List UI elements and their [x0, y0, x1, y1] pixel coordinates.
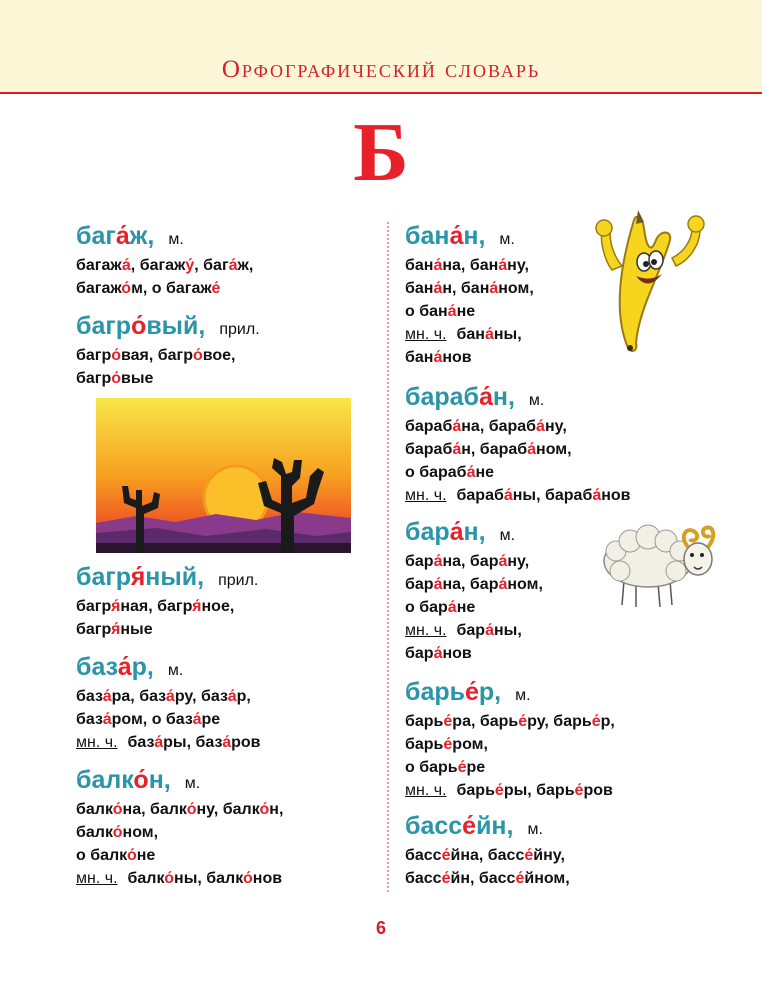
stressed-letter: а́ — [484, 326, 494, 343]
word-fragment: бар — [405, 518, 450, 546]
word-fragment: о барь — [405, 759, 458, 776]
word-fragment: багр — [76, 598, 112, 615]
grammar-label: прил. — [218, 572, 259, 589]
word-fragment: бан — [405, 257, 434, 274]
entry-headword — [76, 312, 260, 344]
form-line — [76, 867, 283, 890]
form-line — [76, 708, 260, 731]
stressed-letter: е́ — [524, 847, 534, 864]
word-fragment: вая, багр — [121, 347, 193, 364]
dictionary-entry — [405, 518, 543, 665]
stressed-letter: а́ — [489, 280, 499, 297]
word-fragment: ж, — [237, 257, 254, 274]
form-line — [405, 438, 631, 461]
word-fragment: н, — [269, 801, 284, 818]
word-fragment: на, бараб — [461, 418, 537, 435]
stressed-letter: а́ — [592, 487, 602, 504]
form-line — [405, 756, 615, 779]
form-line — [76, 844, 283, 867]
stressed-letter: о́ — [111, 370, 121, 387]
word-fragment: ну, балк — [196, 801, 260, 818]
word-fragment: бан — [405, 349, 434, 366]
form-line — [405, 550, 543, 573]
plural-label: мн. ч. — [76, 734, 118, 751]
word-fragment: нов — [442, 645, 472, 662]
stressed-letter: а́ — [228, 257, 238, 274]
entry-headword — [76, 653, 260, 685]
stressed-letter: а́ — [192, 711, 202, 728]
header-divider — [0, 92, 762, 94]
plural-label: мн. ч. — [405, 326, 447, 343]
word-fragment: бан — [405, 222, 450, 250]
grammar-label: м. — [184, 775, 201, 792]
word-fragment: ры, барь — [503, 782, 575, 799]
stressed-letter: е́ — [462, 812, 477, 840]
stressed-letter: о́ — [131, 312, 147, 340]
word-fragment: ре — [201, 711, 221, 728]
word-fragment: ру, барь — [527, 713, 592, 730]
form-line — [405, 642, 543, 665]
form-line — [405, 867, 570, 890]
word-fragment: ном, — [536, 441, 572, 458]
word-fragment: йн, — [476, 812, 514, 840]
grammar-label: м. — [167, 662, 184, 679]
stressed-letter: я́ — [130, 563, 146, 591]
word-fragment: йну, — [533, 847, 565, 864]
stressed-letter: а́ — [452, 418, 462, 435]
plural-label: мн. ч. — [405, 487, 447, 504]
word-fragment: не — [456, 303, 476, 320]
entry-headword — [76, 222, 253, 254]
stressed-letter: е́ — [211, 280, 221, 297]
form-line — [405, 415, 631, 438]
word-fragment: ру, баз — [174, 688, 228, 705]
smiling-banana-illustration — [592, 200, 712, 356]
word-fragment: вый, — [146, 312, 206, 340]
word-fragment: барь — [405, 713, 444, 730]
word-fragment: бар — [405, 576, 434, 593]
entry-forms — [405, 254, 534, 369]
stressed-letter: о́ — [192, 347, 203, 364]
word-fragment: балк — [76, 801, 113, 818]
entry-headword — [405, 678, 615, 710]
form-line — [405, 844, 570, 867]
stressed-letter: а́ — [433, 645, 443, 662]
stressed-letter: а́ — [536, 418, 545, 435]
word-fragment: ров — [231, 734, 261, 751]
form-line — [76, 821, 283, 844]
dictionary-entry — [405, 222, 534, 369]
word-fragment: н, — [148, 766, 171, 794]
entry-forms — [405, 844, 570, 890]
entry-forms — [76, 685, 260, 754]
stressed-letter: е́ — [441, 847, 451, 864]
word-fragment: барь — [456, 782, 495, 799]
plural-label: мн. ч. — [405, 622, 447, 639]
word-fragment: ном, — [498, 280, 534, 297]
word-fragment: не — [475, 464, 495, 481]
word-fragment: ны, — [493, 326, 522, 343]
stressed-letter: а́ — [433, 553, 443, 570]
word-fragment: баг — [76, 222, 116, 250]
form-line — [405, 277, 534, 300]
form-line — [405, 300, 534, 323]
grammar-label: м. — [499, 231, 515, 248]
cactus-sunset-illustration — [96, 398, 351, 553]
word-fragment: багр — [76, 621, 112, 638]
page-header — [0, 0, 762, 92]
word-fragment: балк — [76, 824, 113, 841]
entry-headword — [405, 383, 631, 415]
word-fragment: нов — [252, 870, 283, 887]
word-fragment: багр — [76, 312, 132, 340]
stressed-letter: а́ — [165, 688, 175, 705]
stressed-letter: о́ — [121, 280, 132, 297]
word-fragment: балк — [76, 766, 134, 794]
word-fragment: баз — [76, 653, 118, 681]
column-divider — [387, 222, 389, 892]
word-fragment: ром, — [452, 736, 488, 753]
stressed-letter: о́ — [112, 824, 123, 841]
word-fragment: бан — [405, 280, 434, 297]
word-fragment: ном, — [122, 824, 159, 841]
form-line — [76, 731, 260, 754]
word-fragment: багр — [76, 370, 112, 387]
word-fragment: р, — [131, 653, 154, 681]
word-fragment: нов — [442, 349, 472, 366]
stressed-letter: а́ — [222, 734, 232, 751]
stressed-letter: а́ — [449, 518, 464, 546]
word-fragment: р, — [236, 688, 251, 705]
stressed-letter: е́ — [515, 870, 525, 887]
stressed-letter: е́ — [457, 759, 467, 776]
stressed-letter: а́ — [449, 222, 464, 250]
word-fragment: ном, — [507, 576, 543, 593]
stressed-letter: е́ — [494, 782, 504, 799]
stressed-letter: а́ — [452, 441, 462, 458]
word-fragment: ное, — [201, 598, 235, 615]
word-fragment: барь — [405, 736, 444, 753]
word-fragment: о бан — [405, 303, 448, 320]
stressed-letter: а́ — [102, 711, 112, 728]
stressed-letter: е́ — [443, 736, 453, 753]
stressed-letter: е́ — [574, 782, 584, 799]
word-fragment: ная, багр — [120, 598, 193, 615]
form-line — [76, 618, 258, 641]
form-line — [405, 710, 615, 733]
word-fragment: на, балк — [122, 801, 187, 818]
ram-illustration — [596, 515, 726, 610]
word-fragment: бан — [456, 326, 485, 343]
entry-headword — [405, 222, 534, 254]
word-fragment: о балк — [76, 847, 127, 864]
stressed-letter: а́ — [447, 599, 457, 616]
form-line — [405, 461, 631, 484]
stressed-letter: а́ — [478, 383, 493, 411]
word-fragment: на, бар — [442, 576, 499, 593]
form-line — [405, 596, 543, 619]
word-fragment: балк — [127, 870, 165, 887]
stressed-letter: а́ — [527, 441, 537, 458]
stressed-letter: я́ — [192, 598, 202, 615]
grammar-label: м. — [528, 392, 545, 409]
stressed-letter: о́ — [133, 766, 149, 794]
stressed-letter: а́ — [115, 222, 130, 250]
word-fragment: баз — [127, 734, 155, 751]
word-fragment: ров — [583, 782, 613, 799]
word-fragment: бараб — [405, 383, 479, 411]
word-fragment: на, бар — [442, 553, 499, 570]
word-fragment: , багаж — [130, 257, 186, 274]
word-fragment: ре — [466, 759, 486, 776]
stressed-letter: о́ — [243, 870, 253, 887]
form-line — [76, 367, 260, 390]
word-fragment: багаж — [76, 257, 122, 274]
dictionary-entry — [405, 678, 615, 802]
entry-forms — [76, 344, 260, 390]
form-line — [405, 779, 615, 802]
stressed-letter: е́ — [465, 678, 479, 706]
stressed-letter: е́ — [591, 713, 601, 730]
word-fragment: , баг — [194, 257, 229, 274]
word-fragment: баз — [76, 711, 103, 728]
dictionary-entry — [76, 312, 260, 390]
grammar-label: м. — [527, 821, 543, 838]
word-fragment: бараб — [456, 487, 504, 504]
stressed-letter: а́ — [485, 622, 494, 639]
word-fragment: ны, бараб — [512, 487, 593, 504]
dictionary-entry — [405, 812, 570, 890]
stressed-letter: я́ — [111, 598, 121, 615]
stressed-letter: а́ — [466, 464, 476, 481]
plural-label: мн. ч. — [76, 870, 118, 887]
stressed-letter: а́ — [433, 280, 443, 297]
word-fragment: йном, — [524, 870, 570, 887]
section-letter: Б — [353, 106, 409, 199]
word-fragment: не — [456, 599, 476, 616]
stressed-letter: а́ — [447, 303, 457, 320]
stressed-letter: а́ — [121, 257, 131, 274]
stressed-letter: у́ — [185, 257, 195, 274]
stressed-letter: о́ — [112, 801, 123, 818]
form-line — [405, 619, 543, 642]
dictionary-entry — [405, 383, 631, 507]
stressed-letter: е́ — [441, 870, 451, 887]
stressed-letter: о́ — [111, 347, 121, 364]
form-line — [76, 277, 253, 300]
form-line — [405, 733, 615, 756]
word-fragment: м, о багаж — [131, 280, 212, 297]
word-fragment: н, бан — [442, 280, 490, 297]
stressed-letter: о́ — [259, 801, 270, 818]
form-line — [405, 323, 534, 346]
form-line — [76, 344, 260, 367]
entry-forms — [405, 550, 543, 665]
stressed-letter: а́ — [117, 653, 132, 681]
word-fragment: ну, — [507, 553, 530, 570]
word-fragment: не — [136, 847, 156, 864]
word-fragment: ны, балк — [174, 870, 244, 887]
word-fragment: барь — [405, 678, 465, 706]
word-fragment: н, — [463, 222, 486, 250]
dictionary-entry — [76, 563, 258, 641]
word-fragment: багр — [76, 563, 131, 591]
form-line — [76, 685, 260, 708]
word-fragment: ные — [120, 621, 153, 638]
form-line — [405, 254, 534, 277]
stressed-letter: а́ — [227, 688, 237, 705]
entry-headword — [76, 766, 283, 798]
grammar-label: м. — [168, 231, 184, 248]
word-fragment: вое, — [202, 347, 236, 364]
word-fragment: н, — [492, 383, 515, 411]
entry-forms — [405, 415, 631, 507]
form-line — [405, 484, 631, 507]
word-fragment: бараб — [405, 418, 453, 435]
form-line — [76, 254, 253, 277]
header-title: Орфографический словарь — [221, 56, 541, 83]
word-fragment: ж, — [129, 222, 155, 250]
stressed-letter: о́ — [186, 801, 197, 818]
word-fragment: о бараб — [405, 464, 467, 481]
word-fragment: нов — [601, 487, 631, 504]
grammar-label: м. — [515, 687, 531, 704]
entry-headword — [405, 812, 570, 844]
stressed-letter: а́ — [498, 576, 508, 593]
stressed-letter: а́ — [503, 487, 513, 504]
word-fragment: н, бараб — [461, 441, 528, 458]
entry-headword — [76, 563, 258, 595]
word-fragment: ны, — [493, 622, 522, 639]
word-fragment: ра, баз — [111, 688, 166, 705]
word-fragment: на, бан — [442, 257, 499, 274]
form-line — [405, 573, 543, 596]
word-fragment: ну, — [544, 418, 567, 435]
form-line — [405, 346, 534, 369]
stressed-letter: а́ — [433, 349, 443, 366]
stressed-letter: а́ — [498, 553, 508, 570]
grammar-label: м. — [499, 527, 516, 544]
word-fragment: бар — [405, 645, 434, 662]
entry-forms — [405, 710, 615, 802]
word-fragment: о бар — [405, 599, 448, 616]
word-fragment: ну, — [507, 257, 529, 274]
stressed-letter: о́ — [164, 870, 175, 887]
word-fragment: бар — [405, 553, 434, 570]
dictionary-entry — [76, 222, 253, 300]
stressed-letter: а́ — [102, 688, 112, 705]
word-fragment: багр — [76, 347, 112, 364]
dictionary-entry — [76, 653, 260, 754]
form-line — [76, 595, 258, 618]
plural-label: мн. ч. — [405, 782, 447, 799]
word-fragment: басс — [405, 812, 463, 840]
word-fragment: ры, баз — [163, 734, 223, 751]
word-fragment: басс — [405, 870, 442, 887]
stressed-letter: а́ — [498, 257, 508, 274]
stressed-letter: е́ — [443, 713, 453, 730]
stressed-letter: я́ — [111, 621, 121, 638]
stressed-letter: а́ — [433, 257, 443, 274]
entry-forms — [76, 595, 258, 641]
entry-forms — [76, 798, 283, 890]
page-number: 6 — [375, 918, 386, 938]
word-fragment: йн, басс — [450, 870, 516, 887]
stressed-letter: е́ — [518, 713, 528, 730]
word-fragment: бараб — [405, 441, 453, 458]
word-fragment: бар — [456, 622, 486, 639]
word-fragment: баз — [76, 688, 103, 705]
word-fragment: йна, басс — [450, 847, 525, 864]
word-fragment: вые — [121, 370, 154, 387]
dictionary-entry — [76, 766, 283, 890]
stressed-letter: о́ — [126, 847, 137, 864]
entry-forms — [76, 254, 253, 300]
entry-headword — [405, 518, 543, 550]
word-fragment: н, — [463, 518, 486, 546]
grammar-label: прил. — [219, 321, 260, 338]
word-fragment: ром, о баз — [111, 711, 193, 728]
form-line — [76, 798, 283, 821]
word-fragment: ра, барь — [452, 713, 519, 730]
stressed-letter: а́ — [433, 576, 443, 593]
word-fragment: багаж — [76, 280, 122, 297]
word-fragment: ный, — [145, 563, 205, 591]
word-fragment: р, — [600, 713, 615, 730]
word-fragment: басс — [405, 847, 442, 864]
word-fragment: р, — [478, 678, 502, 706]
stressed-letter: а́ — [154, 734, 164, 751]
